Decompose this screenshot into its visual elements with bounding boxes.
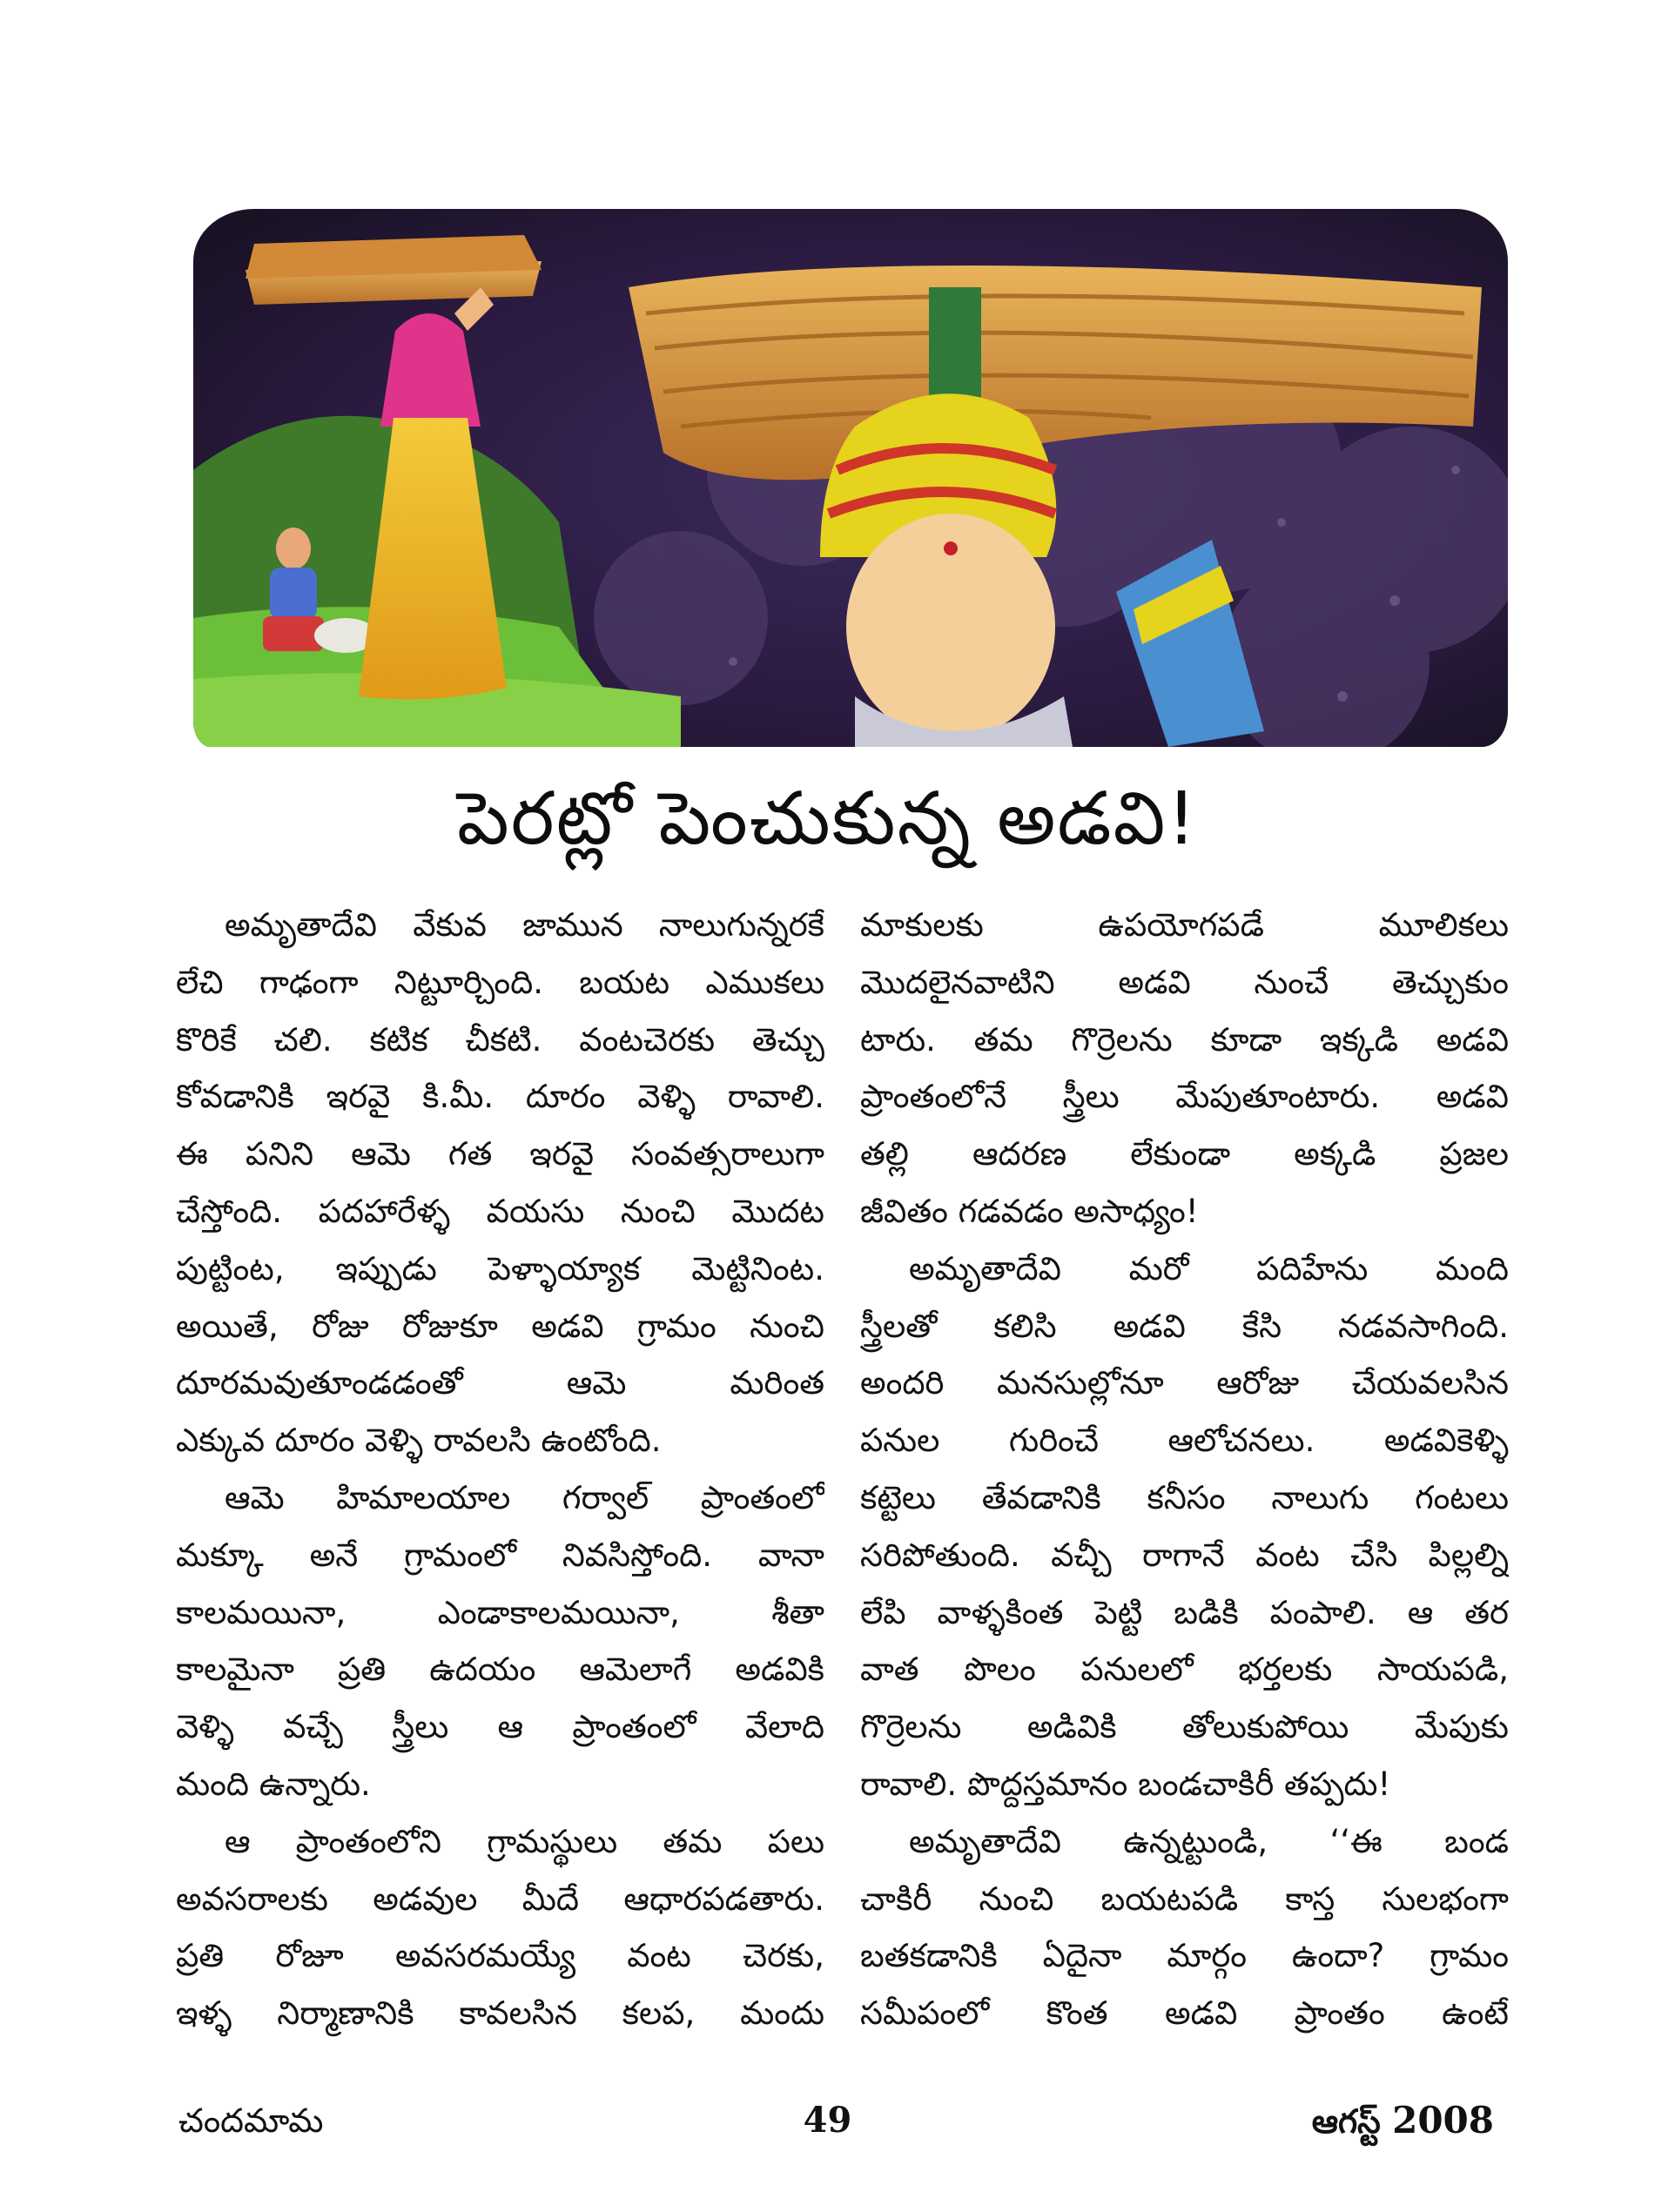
paragraph [860,897,1509,1240]
text-line: మక్కూ అనే గ్రామంలో నివసిస్తోంది. వానా [176,1536,824,1574]
issue-month: ఆగస్ట్ [1311,2102,1381,2141]
paragraph [176,1469,824,1813]
text-line: కోవడానికి ఇరవై కి.మీ. దూరం వెళ్ళి రావాలి. [176,1078,824,1116]
text-line: లేచి గాఢంగా నిట్టూర్చింది. బయట ఎముకలు [176,963,824,1001]
text-line: లేపి వాళ్ళకింత పెట్టి బడికి పంపాలి. ఆ తర [860,1593,1509,1631]
text-line: కట్టెలు తేవడానికి కనీసం నాలుగు గంటలు [860,1478,1509,1516]
text-line: చేస్తోంది. పదహారేళ్ళ వయసు నుంచి మొదట [176,1192,824,1230]
text-line: అందరి మనసుల్లోనూ ఆరోజు చేయవలసిన [860,1364,1509,1402]
text-line: స్త్రీలతో కలిసి అడవి కేసి నడవసాగింది. [860,1307,1509,1345]
right-column [860,897,1509,2042]
text-line: ఆమె హిమాలయాల గర్వాల్ ప్రాంతంలో [225,1478,824,1516]
text-line: సమీపంలో కొంత అడవి ప్రాంతం ఉంటే [860,1994,1509,2033]
text-line: మంది ఉన్నారు. [176,1765,371,1803]
page-number: 49 [803,2100,852,2141]
text-line: పుట్టింట, ఇప్పుడు పెళ్ళాయ్యాక మెట్టినింట. [176,1249,824,1288]
text-line: దూరమవుతూండడంతో ఆమె మరింత [176,1364,824,1402]
text-line: కాలమైనా ప్రతి ఉదయం ఆమెలాగే అడవికి [176,1651,824,1689]
text-line: రావాలి. పొద్దస్తమానం బండచాకిరీ తప్పదు! [860,1765,1391,1803]
issue-date [1312,2096,1494,2145]
text-line: ఈ పనిని ఆమె గత ఇరవై సంవత్సరాలుగా [176,1135,824,1173]
text-line: కొరికే చలి. కటిక చీకటి. వంటచెరకు తెచ్చు [176,1020,824,1059]
text-line: పనుల గురించే ఆలోచనలు. అడవికెళ్ళి [860,1422,1509,1460]
text-line: గొర్రెలను అడివికి తోలుకుపోయి మేపుకు [860,1708,1509,1746]
story-illustration [193,209,1508,747]
text-line: ఎక్కువ దూరం వెళ్ళి రావలసి ఉంటోంది. [176,1422,662,1460]
text-line: తల్లి ఆదరణ లేకుండా అక్కడి ప్రజల [860,1135,1509,1173]
text-line: చాకిరీ నుంచి బయటపడి కాస్త సులభంగా [860,1879,1509,1918]
text-line: ప్రతి రోజూ అవసరమయ్యే వంట చెరకు, [176,1937,824,1975]
issue-year: 2008 [1392,2099,1494,2141]
text-line: సరిపోతుంది. వచ్చీ రాగానే వంట చేసి పిల్లల్ని [860,1536,1509,1574]
text-line: ఆ ప్రాంతంలోని గ్రామస్థులు తమ పలు [225,1822,824,1860]
text-line: అయితే, రోజు రోజుకూ అడవి గ్రామం నుంచి [176,1307,824,1345]
text-line: ఇళ్ళ నిర్మాణానికి కావలసిన కలప, మందు [176,1994,824,2033]
text-line: టారు. తమ గొర్రెలను కూడా ఇక్కడి అడవి [860,1020,1509,1059]
text-line: మొదలైనవాటిని అడవి నుంచే తెచ్చుకుం [860,963,1509,1001]
text-line: అమృతాదేవి ఉన్నట్టుండి, ‘‘ఈ బండ [909,1822,1509,1860]
text-line: వెళ్ళి వచ్చే స్త్రీలు ఆ ప్రాంతంలో వేలాది [176,1708,824,1746]
text-line: అవసరాలకు అడవుల మీదే ఆధారపడతారు. [176,1879,824,1918]
woman-carrying-firewood-illustration [193,209,1508,747]
text-line: వాత పొలం పనులలో భర్తలకు సాయపడి, [860,1651,1509,1689]
paragraph [860,1813,1509,2042]
paragraph [176,1813,824,2042]
paragraph [860,1240,1509,1813]
left-column [176,897,824,2042]
story-title: పెరట్లో పెంచుకున్న అడవి! [457,776,1198,861]
text-line: జీవితం గడవడం అసాధ్యం! [860,1192,1199,1230]
text-line: అమృతాదేవి వేకువ జామున నాలుగున్నరకే [225,906,824,944]
text-line: కాలమయినా, ఎండాకాలమయినా, శీతా [176,1593,824,1631]
text-line: మాకులకు ఉపయోగపడే మూలికలు [860,906,1509,944]
text-line: అమృతాదేవి మరో పదిహేను మంది [909,1249,1509,1288]
paragraph [176,897,824,1469]
text-line: బతకడానికి ఏదైనా మార్గం ఉందా? గ్రామం [860,1937,1509,1975]
magazine-name: చందమామ [178,2101,324,2140]
text-line: ప్రాంతంలోనే స్త్రీలు మేపుతూంటారు. అడవి [860,1078,1509,1116]
